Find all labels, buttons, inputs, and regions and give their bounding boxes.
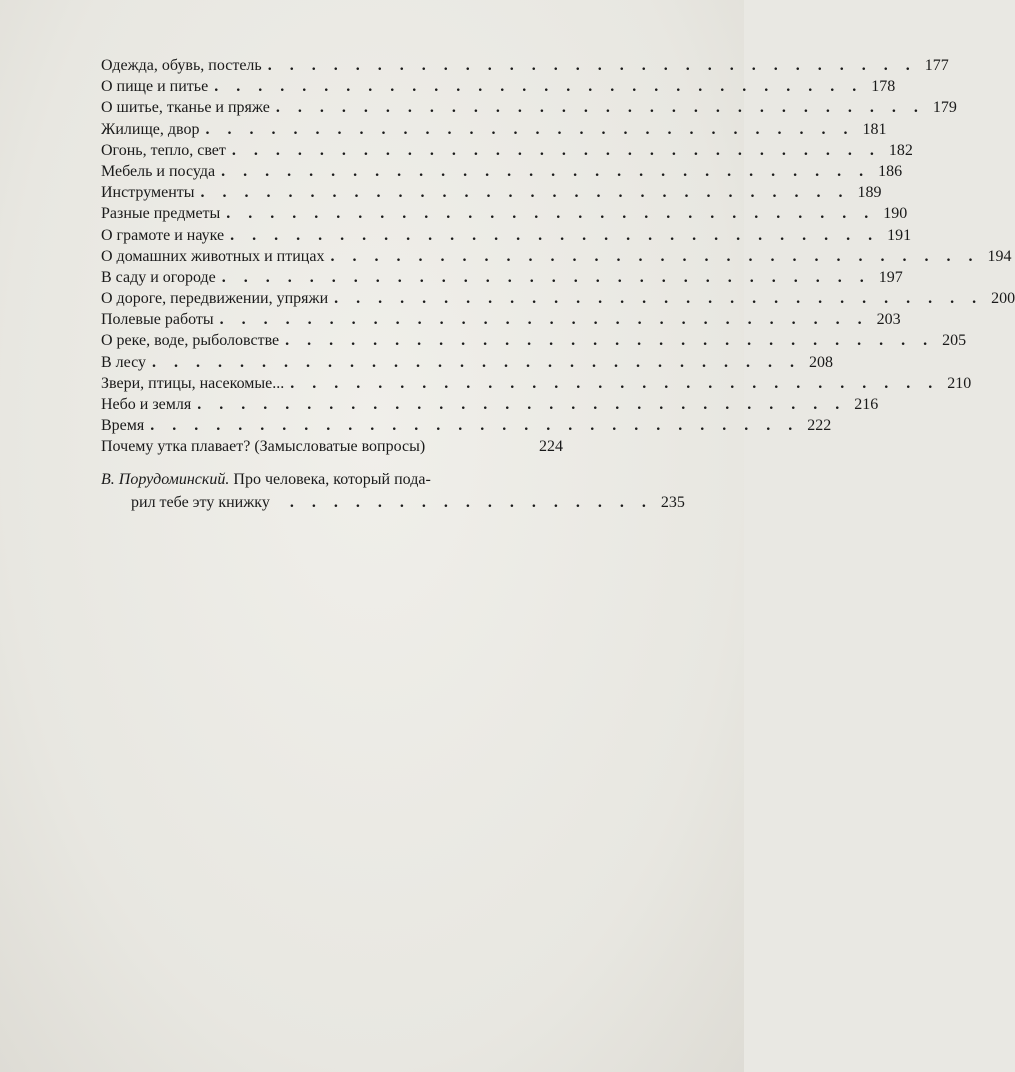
toc-entry-title: О пище и питье [101,78,209,96]
afterword-title-part-1: Про человека, который пода- [233,471,431,488]
afterword-line-1 [101,468,563,491]
leader-dots: . . . . . . . . . . . . . . . . . . . . . . . . . . . . . . [150,417,800,435]
toc-entry-title: О дороге, передвижении, упряжи [101,290,329,308]
toc-entry-page: 191 [887,226,912,244]
toc-entry [101,182,882,203]
toc-entry [101,55,949,76]
toc-entry [101,76,896,97]
toc-entry-page: 205 [942,332,967,350]
toc-entry-title: Полевые работы [101,311,214,329]
toc-entry-page: 203 [876,311,901,329]
toc-entry [101,373,972,394]
leader-dots: . . . . . . . . . . . . . . . . . . . . . . . . . . . . . . [230,226,880,244]
toc-entry [101,246,1012,267]
toc-entry-title: Огонь, тепло, свет [101,141,226,159]
toc-entry-title: О домашних животных и птицах [101,247,325,265]
leader-dots: . . . . . . . . . . . . . . . . . . . . . . . . . . . . . . [275,99,925,117]
toc-entry-title: В саду и огороде [101,268,216,286]
toc-entry [101,225,912,246]
toc-entry-page: 182 [888,141,913,159]
toc-entry-title: Одежда, обувь, постель [101,57,262,74]
toc-entry-page: 179 [932,99,957,117]
toc-entry-page: 210 [947,374,972,392]
leader-dots: . . . . . . . . . . . . . . . . . . . . . . . . . . . . . . [219,311,869,329]
toc-entry-page: 208 [809,353,834,371]
toc-entry [101,330,967,351]
toc-entry-page: 181 [862,120,887,138]
toc-entry-title: О реке, воде, рыболовстве [101,332,280,350]
leader-dots: . . . . . . . . . . . . . . . . . . . . . . . . . . . . . . [330,247,980,265]
leader-dots: . . . . . . . . . . . . . . . . . . . . . . . . . . . . . . [290,374,940,392]
toc-entry-page: 177 [924,57,949,74]
leader-dots: . . . . . . . . . . . . . . . . . . . . . . . . . . . . . . [334,290,984,308]
leader-dots: . . . . . . . . . . . . . . . . . . . . . . . . . . . . . . [197,396,847,413]
leader-dots: . . . . . . . . . . . . . . . . . . . . . . . . . . . . . . [221,162,871,180]
leader-dots: . . . . . . . . . . . . . . . . . [289,494,653,511]
toc-entry-page: 194 [987,247,1012,265]
toc-entry-title: Почему утка плавает? (Замысловатые вопросы) [101,438,426,456]
leader-dots: . . . . . . . . . . . . . . . . . . . . . . . . . . . . . . [200,184,850,202]
toc-entry-title: О шитье, тканье и пряже [101,99,270,117]
toc-entry [101,203,908,224]
leader-dots: . . . . . . . . . . . . . . . . . . . . . . . . . . . . . . [285,332,935,350]
toc-entry-page: 186 [878,162,903,180]
toc-entry [101,288,1015,309]
toc-entry [101,436,563,457]
leader-dots: . . . . . . . . . . . . . . . . . . . . . . . . . . . . . . [152,353,802,371]
toc-entry-page: 178 [871,78,896,96]
toc-entry [101,97,957,118]
leader-dots: . . . . . . . . . . . . . . . . . . . . . . . . . . . . . . [231,141,881,159]
toc-entry-page: 200 [991,290,1015,308]
toc-entry [101,140,913,161]
toc-entry [101,352,834,373]
toc-entry-page: 189 [857,184,882,202]
toc-entry [101,394,879,415]
toc-entry [101,267,903,288]
toc-entry-title: Инструменты [101,184,195,202]
leader-dots: . . . . . . . . . . . . . . . . . . . . . . . . . . . . . . [267,57,917,74]
afterword-line-2 [101,491,685,514]
leader-dots: . . . . . . . . . . . . . . . . . . . . . . . . . . . . . . [226,205,876,223]
toc-entry [101,161,903,182]
toc-entry-title: Мебель и посуда [101,162,216,180]
toc-entry-page: 190 [883,205,908,223]
table-of-contents [101,55,1015,458]
toc-entry [101,119,887,140]
toc-entry-page: 197 [878,268,903,286]
toc-entry-page: 222 [807,417,832,435]
toc-entry [101,415,832,436]
leader-dots: . . . . . . . . . . . . . . . . . . . . . . . . . . . . . . [214,78,864,96]
toc-entry-page: 216 [854,396,879,413]
toc-entry-title: Жилище, двор [101,120,200,138]
leader-dots: . . . . . . . . . . . . . . . . . . . . . . . . . . . . . . [221,268,871,286]
toc-entry-title: Звери, птицы, насекомые... [101,374,285,392]
toc-entry-title: В лесу [101,353,147,371]
toc-entry-page: 224 [539,438,563,456]
afterword-author: В. Порудоминский. [101,471,230,488]
toc-entry-title: Разные предметы [101,205,221,223]
toc-entry-title: Небо и земля [101,396,192,413]
toc-entry-title: Время [101,417,145,435]
toc-entry-title: О грамоте и науке [101,226,225,244]
leader-dots: . . . . . . . . . . . . . . . . . . . . . . . . . . . . . . [205,120,855,138]
toc-entry [101,309,901,330]
afterword-entry [101,468,685,514]
afterword-page: 235 [660,494,685,511]
afterword-title-part-2: рил тебе эту книжку [131,494,270,511]
